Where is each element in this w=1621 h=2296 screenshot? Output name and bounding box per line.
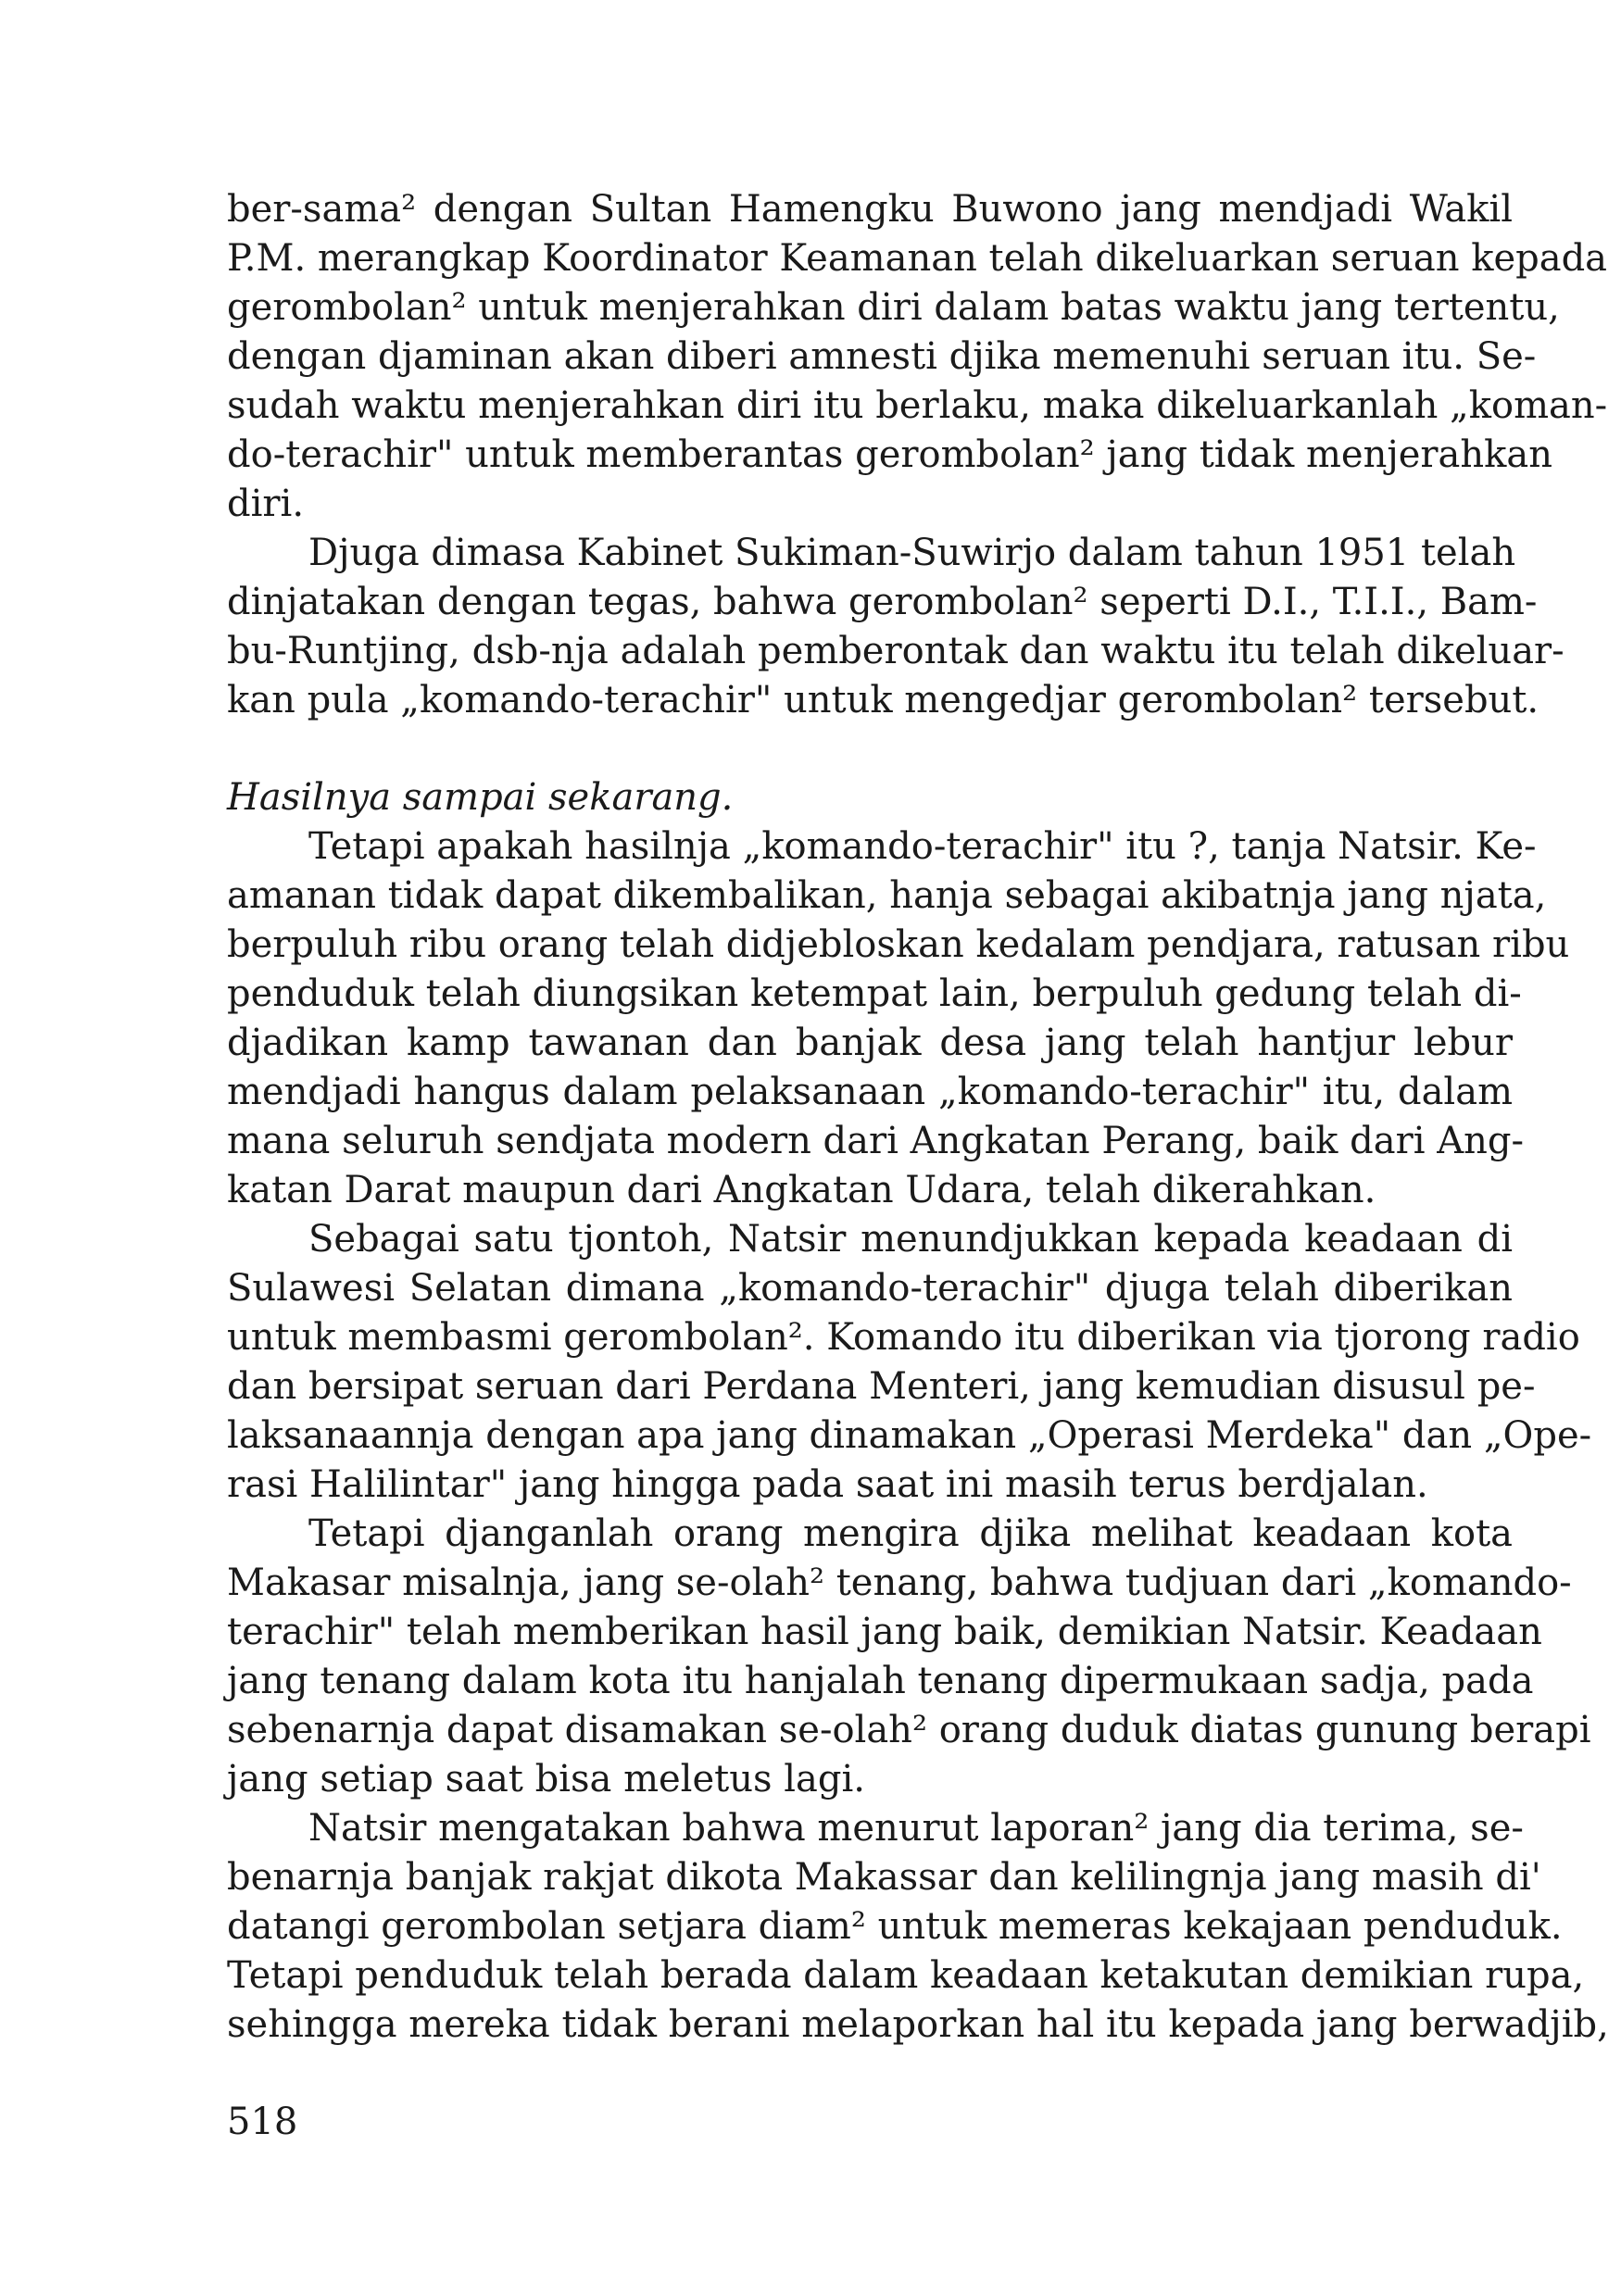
text-line: untuk membasmi gerombolan². Komando itu diberikan via tjorong radio [227, 1316, 1580, 1359]
text-line: mana seluruh sendjata modern dari Angkatan Perang, baik dari Ang- [227, 1120, 1524, 1162]
paragraph-4 [227, 1215, 1592, 1510]
text-line: benarnja banjak rakjat dikota Makassar dan kelilingnja jang masih di' [227, 1856, 1541, 1899]
page-body [227, 185, 1609, 2050]
text-line: gerombolan² untuk menjerahkan diri dalam batas waktu jang tertentu, [227, 286, 1560, 329]
text-line: sehingga mereka tidak berani melaporkan hal itu kepada jang berwadjib, [227, 2003, 1609, 2046]
text-line: terachir" telah memberikan hasil jang baik, demikian Natsir. Keadaan [227, 1611, 1542, 1653]
text-line: amanan tidak dapat dikembalikan, hanja sebagai akibatnja jang njata, [227, 874, 1547, 917]
text-line: dengan djaminan akan diberi amnesti djika memenuhi seruan itu. Se- [227, 335, 1537, 378]
text-line: jang tenang dalam kota itu hanjalah tenang dipermukaan sadja, pada [227, 1660, 1534, 1702]
text-line: diri. [227, 483, 305, 525]
text-line: laksanaannja dengan apa jang dinamakan „Operasi Merdeka" dan „Ope- [227, 1414, 1592, 1457]
text-line: kan pula „komando-terachir" untuk mengedjar gerombolan² tersebut. [227, 679, 1539, 721]
text-line: sudah waktu menjerahkan diri itu berlaku, maka dikeluarkanlah „koman- [227, 384, 1608, 427]
text-line: do-terachir" untuk memberantas gerombolan² jang tidak menjerahkan [227, 433, 1552, 476]
paragraph-1 [227, 185, 1608, 529]
text-line: P.M. merangkap Koordinator Keamanan telah dikeluarkan seruan kepada [227, 237, 1608, 280]
paragraph-2 [227, 529, 1564, 725]
section-title: Hasilnya sampai sekarang. [227, 776, 734, 819]
text-line: berpuluh ribu orang telah didjebloskan kedalam pendjara, ratusan ribu [227, 923, 1570, 966]
text-line: Tetapi penduduk telah berada dalam keadaan ketakutan demikian rupa, [227, 1954, 1585, 1997]
text-line: rasi Halilintar" jang hingga pada saat ini masih terus berdjalan. [227, 1463, 1428, 1506]
text-line: Sulawesi Selatan dimana „komando-terachir" djuga telah diberikan [227, 1267, 1513, 1310]
text-line: ber-sama² dengan Sultan Hamengku Buwono jang mendjadi Wakil [227, 188, 1513, 231]
text-line: mendjadi hangus dalam pelaksanaan „komando-terachir" itu, dalam [227, 1071, 1513, 1113]
text-line: Sebagai satu tjontoh, Natsir menundjukkan kepada keadaan di [308, 1218, 1513, 1261]
paragraph-5 [227, 1510, 1591, 1804]
text-line: jang setiap saat bisa meletus lagi. [227, 1758, 865, 1800]
text-line: Tetapi apakah hasilnja „komando-terachir" itu ?, tanja Natsir. Ke- [308, 825, 1537, 868]
text-line: sebenarnja dapat disamakan se-olah² orang duduk diatas gunung berapi [227, 1709, 1591, 1751]
paragraph-3 [227, 822, 1570, 1215]
text-line: Natsir mengatakan bahwa menurut laporan² jang dia terima, se- [308, 1807, 1524, 1850]
text-line: dinjatakan dengan tegas, bahwa gerombolan² seperti D.I., T.I.I., Bam- [227, 581, 1538, 623]
text-line: datangi gerombolan setjara diam² untuk memeras kekajaan penduduk. [227, 1905, 1563, 1948]
text-line: dan bersipat seruan dari Perdana Menteri, jang kemudian disusul pe- [227, 1365, 1536, 1408]
text-line: katan Darat maupun dari Angkatan Udara, telah dikerahkan. [227, 1169, 1376, 1211]
text-line: bu-Runtjing, dsb-nja adalah pemberontak dan waktu itu telah dikeluar- [227, 630, 1564, 672]
text-line: Makasar misalnja, jang se-olah² tenang, bahwa tudjuan dari „komando- [227, 1562, 1572, 1604]
paragraph-6 [227, 1804, 1609, 2050]
text-line: Djuga dimasa Kabinet Sukiman-Suwirjo dalam tahun 1951 telah [308, 532, 1516, 574]
page-number: 518 [227, 2101, 298, 2143]
text-line: djadikan kamp tawanan dan banjak desa jang telah hantjur lebur [227, 1022, 1513, 1064]
text-line: Tetapi djanganlah orang mengira djika melihat keadaan kota [308, 1512, 1513, 1555]
text-line: penduduk telah diungsikan ketempat lain, berpuluh gedung telah di- [227, 972, 1522, 1015]
